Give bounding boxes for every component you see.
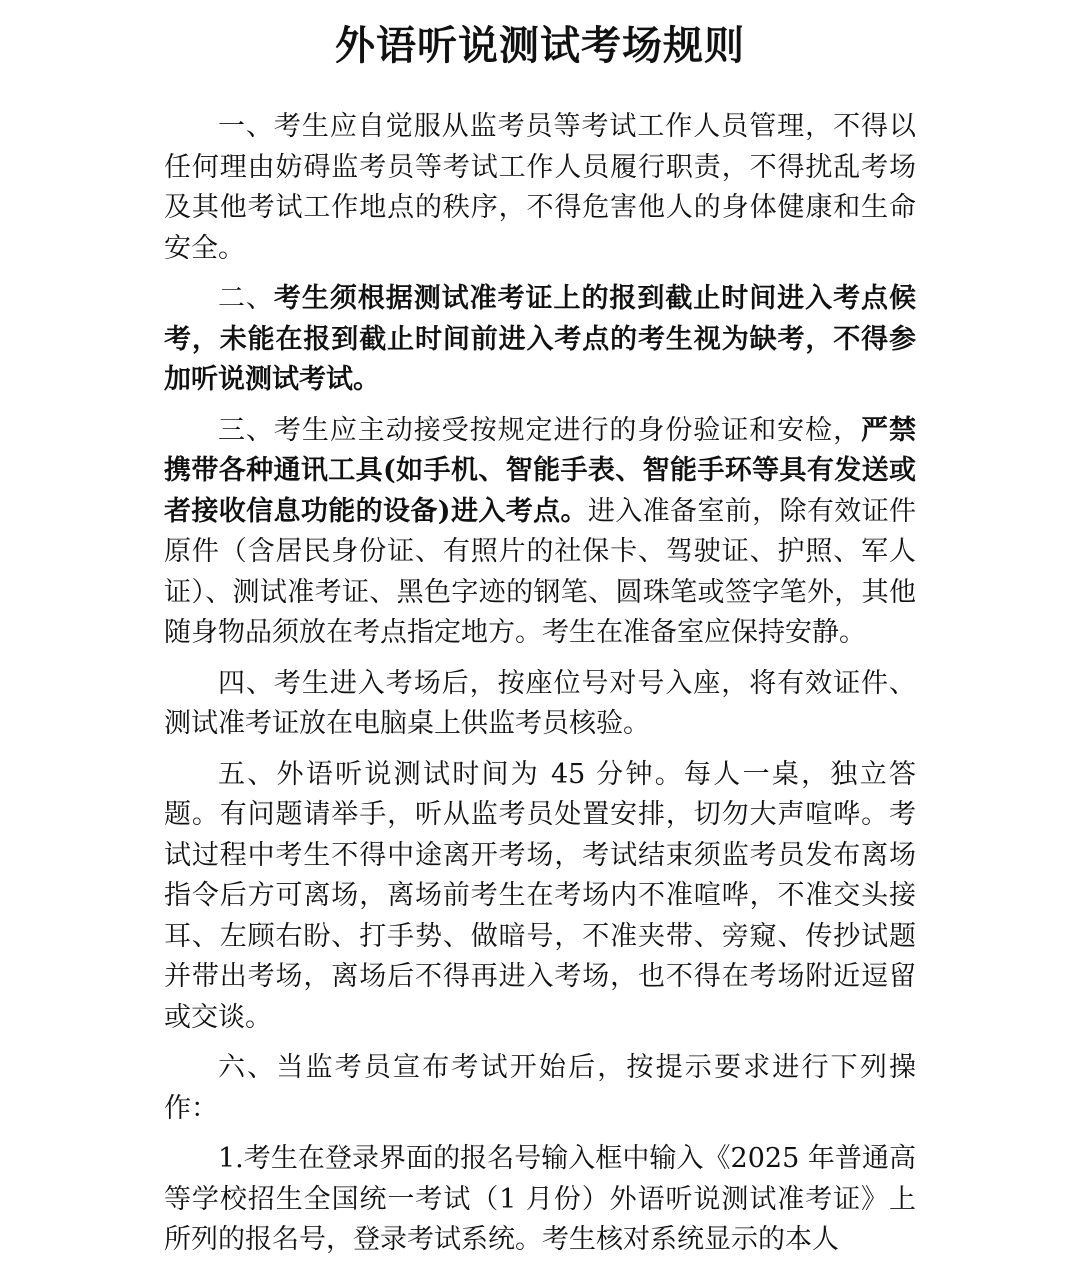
rule-2-prefix: 二、 — [218, 283, 274, 314]
rule-6-step-1-text: 1.考生在登录界面的报名号输入框中输入《2025 年普通高等学校招生全国统一考试（1 月份）外语听说测试准考证》上所列的报名号，登录考试系统。考生核对系统显示的本人 — [164, 1143, 916, 1255]
rule-2-bold-text: 考生须根据测试准考证上的报到截止时间进入考点候考，未能在报到截止时间前进入考点的考生视为缺考，不得参加听说测试考试。 — [164, 283, 917, 395]
rule-5-text: 五、外语听说测试时间为 45 分钟。每人一桌，独立答题。有问题请举手，听从监考员处置安排，切勿大声喧哗。考试过程中考生不得中途离开考场，考试结束须监考员发布离场指令后方可离场，离场前考生在考场内不准喧哗，不准交头接耳、左顾右盼、打手势、做暗号，不准夹带、旁窥、传抄试题并带出考场，离场后不得再进入考场，也不得在考场附近逗留或交谈。 — [164, 758, 916, 1033]
rule-paragraph-6 — [164, 1048, 916, 1129]
rule-paragraph-2 — [164, 279, 916, 401]
rule-paragraph-1 — [164, 107, 916, 269]
rule-paragraph-3 — [164, 411, 916, 654]
rule-3-bold-text: 严禁携带各种通讯工具(如手机、智能手表、智能手环等具有发送或者接收信息功能的设备)进入考点。 — [164, 414, 917, 527]
rule-3-prefix: 三、考生应主动接受按规定进行的身份验证和安检， — [218, 414, 862, 446]
rule-paragraph-5 — [164, 755, 916, 1039]
rule-6-step-1 — [164, 1139, 916, 1261]
rule-6-text: 六、当监考员宣布考试开始后，按提示要求进行下列操作： — [164, 1052, 916, 1124]
rule-3-tail: 进入准备室前，除有效证件原件（含居民身份证、有照片的社保卡、驾驶证、护照、军人证）、测试准考证、黑色字迹的钢笔、圆珠笔或签字笔外，其他随身物品须放在考点指定地方。考生在准备室应保持安静。 — [164, 495, 917, 648]
rule-4-text: 四、考生进入考场后，按座位号对号入座，将有效证件、测试准考证放在电脑桌上供监考员核验。 — [164, 667, 916, 739]
document-title: 外语听说测试考场规则 — [335, 22, 745, 69]
rule-1-text: 一、考生应自觉服从监考员等考试工作人员管理，不得以任何理由妨碍监考员等考试工作人员履行职责，不得扰乱考场及其他考试工作地点的秩序，不得危害他人的身体健康和生命安全。 — [164, 111, 916, 264]
document-body — [164, 107, 916, 1265]
rule-paragraph-4 — [164, 664, 916, 745]
